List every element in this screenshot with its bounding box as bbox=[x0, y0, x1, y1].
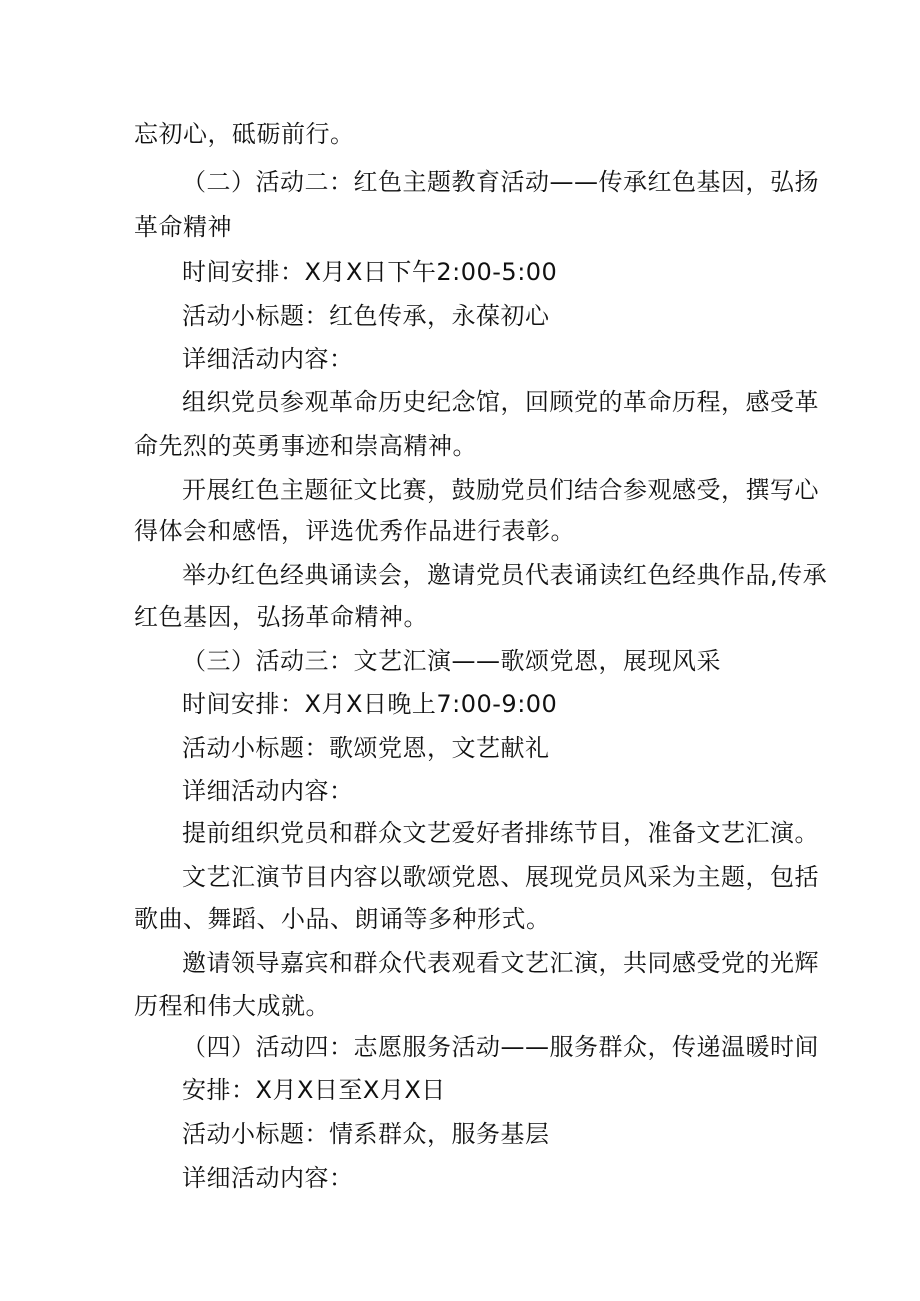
details-label: 详细活动内容： bbox=[182, 345, 354, 373]
text-line: 历程和伟大成就。 bbox=[134, 992, 330, 1020]
text-line: 革命精神 bbox=[134, 213, 232, 241]
subtitle-line: 活动小标题：歌颂党恩，文艺献礼 bbox=[182, 734, 550, 762]
text-line: 红色基因，弘扬革命精神。 bbox=[134, 603, 428, 631]
text-line: 得体会和感悟，评选优秀作品进行表彰。 bbox=[134, 517, 575, 545]
text-line: 提前组织党员和群众文艺爱好者排练节目，准备文艺汇演。 bbox=[182, 819, 819, 847]
text-line: 文艺汇演节目内容以歌颂党恩、展现党员风采为主题，包括 bbox=[182, 863, 819, 891]
subtitle-line: 活动小标题：情系群众，服务基层 bbox=[182, 1120, 550, 1148]
text-line: 命先烈的英勇事迹和崇高精神。 bbox=[134, 432, 477, 460]
text-line: 忘初心，砥砺前行。 bbox=[134, 120, 355, 148]
subtitle-line: 活动小标题：红色传承，永葆初心 bbox=[182, 302, 550, 330]
text-line: 邀请领导嘉宾和群众代表观看文艺汇演，共同感受党的光辉 bbox=[182, 949, 819, 977]
schedule-line: 时间安排：X月X日下午2:00-5:00 bbox=[182, 258, 558, 286]
text-line: 举办红色经典诵读会，邀请党员代表诵读红色经典作品,传承 bbox=[182, 561, 828, 589]
section-heading-activity-4: （四）活动四：志愿服务活动——服务群众，传递温暖时间 bbox=[182, 1033, 819, 1061]
section-heading-activity-2: （二）活动二：红色主题教育活动——传承红色基因，弘扬 bbox=[182, 168, 819, 196]
text-line: 组织党员参观革命历史纪念馆，回顾党的革命历程，感受革 bbox=[182, 388, 819, 416]
text-line: 开展红色主题征文比赛，鼓励党员们结合参观感受，撰写心 bbox=[182, 476, 819, 504]
text-line: 歌曲、舞蹈、小品、朗诵等多种形式。 bbox=[134, 905, 551, 933]
details-label: 详细活动内容： bbox=[182, 1164, 354, 1192]
schedule-line: 安排：X月X日至X月X日 bbox=[182, 1076, 446, 1104]
details-label: 详细活动内容： bbox=[182, 777, 354, 805]
section-heading-activity-3: （三）活动三：文艺汇演——歌颂党恩，展现风采 bbox=[182, 647, 721, 675]
schedule-line: 时间安排：X月X日晚上7:00-9:00 bbox=[182, 690, 558, 718]
